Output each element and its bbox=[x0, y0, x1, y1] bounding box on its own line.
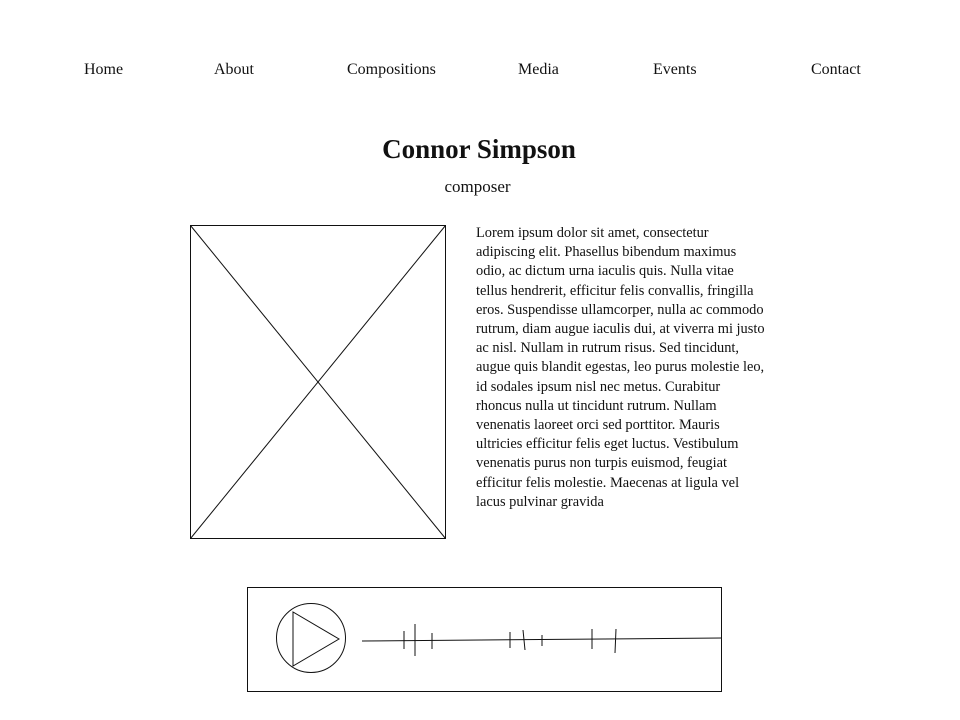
nav-home[interactable]: Home bbox=[84, 61, 124, 78]
main-nav bbox=[0, 58, 960, 82]
waveform-track[interactable] bbox=[362, 624, 722, 656]
page-subtitle: composer bbox=[444, 177, 511, 196]
nav-about[interactable]: About bbox=[214, 61, 254, 78]
audio-player-frame bbox=[247, 587, 722, 692]
nav-contact[interactable]: Contact bbox=[811, 61, 861, 78]
audio-player bbox=[247, 587, 722, 692]
page-title: Connor Simpson bbox=[382, 134, 576, 164]
image-placeholder-icon bbox=[190, 225, 446, 539]
nav-events[interactable]: Events bbox=[653, 61, 697, 78]
play-button[interactable] bbox=[277, 604, 346, 673]
play-button-circle[interactable] bbox=[277, 604, 346, 673]
nav-media[interactable]: Media bbox=[518, 61, 559, 78]
bio-text: Lorem ipsum dolor sit amet, consectetur adipiscing elit. Phasellus bibendum maximus odio, ac dictum urna iaculis quis. Nulla vitae tellus hendrerit, efficitur felis convallis, fringilla eros. Suspendisse ullamcorper, nulla ac commodo rutrum, diam augue iaculis dui, at viverra mi justo ac nisl. Nullam in rutrum risus. Sed tincidunt, augue quis blandit egestas, leo purus molestie leo, id sodales ipsum nisl nec metus. Curabitur rhoncus nulla ut tincidunt rutrum. Nullam venenatis laoreet orci sed porttitor. Mauris ultricies efficitur felis eget luctus. Vestibulum venenatis purus non turpis euismod, feugiat efficitur felis molestie. Maecenas at ligula vel lacus pulvinar gravida bbox=[476, 225, 765, 510]
nav-compositions[interactable]: Compositions bbox=[347, 61, 436, 78]
